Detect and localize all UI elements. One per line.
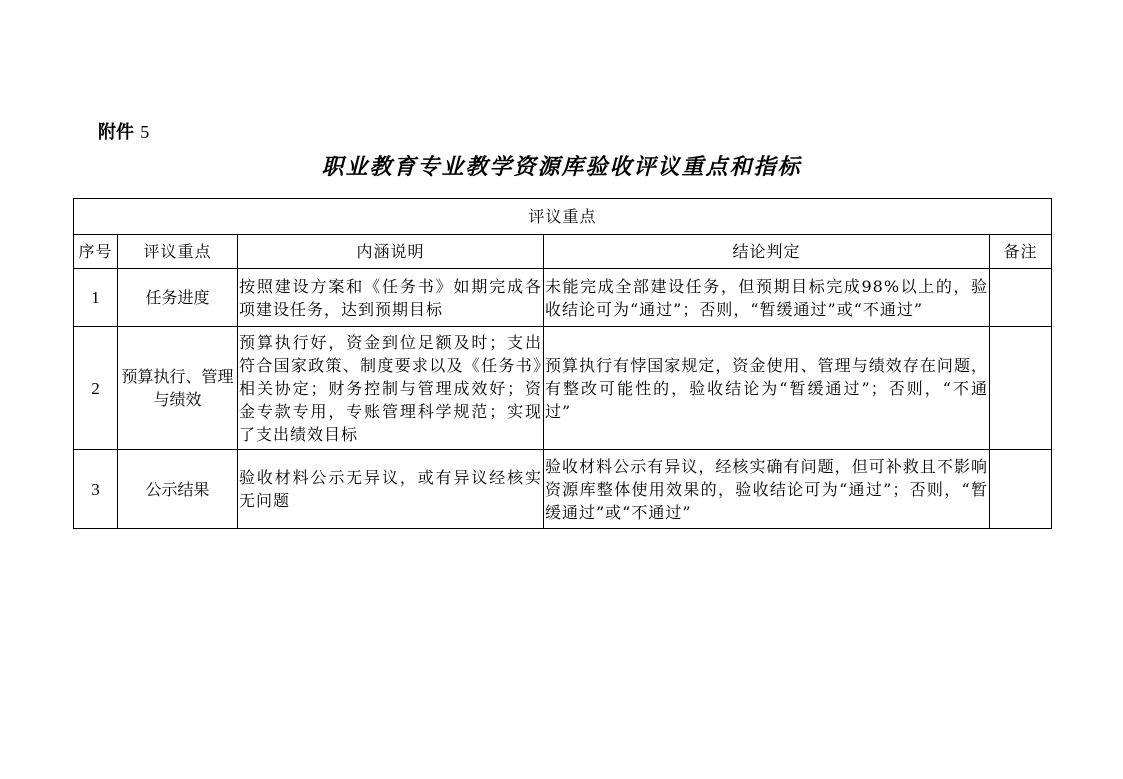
row-judgment: 验收材料公示有异议，经核实确有问题，但可补救且不影响资源库整体使用效果的，验收结论可为“通过”；否则，“暂缓通过”或“不通过” <box>544 450 990 529</box>
row-focus: 公示结果 <box>118 450 238 529</box>
table-span-header-row <box>74 199 1052 235</box>
span-header: 评议重点 <box>74 199 1052 235</box>
col-header-no: 序号 <box>74 235 118 269</box>
row-no: 3 <box>74 450 118 529</box>
table-row <box>74 269 1052 327</box>
row-focus: 预算执行、管理与绩效 <box>118 327 238 450</box>
row-judgment: 预算执行有悖国家规定，资金使用、管理与绩效存在问题，有整改可能性的，验收结论为“暂缓通过”；否则，“不通过” <box>544 327 990 450</box>
evaluation-table <box>73 198 1052 529</box>
col-header-description: 内涵说明 <box>238 235 544 269</box>
row-remark <box>990 450 1052 529</box>
row-description: 按照建设方案和《任务书》如期完成各项建设任务，达到预期目标 <box>238 269 544 327</box>
row-description: 验收材料公示无异议，或有异议经核实无问题 <box>238 450 544 529</box>
row-judgment: 未能完成全部建设任务，但预期目标完成98%以上的，验收结论可为“通过”；否则，“暂缓通过”或“不通过” <box>544 269 990 327</box>
col-header-remark: 备注 <box>990 235 1052 269</box>
table-row <box>74 327 1052 450</box>
row-description: 预算执行好，资金到位足额及时；支出符合国家政策、制度要求以及《任务书》相关协定；财务控制与管理成效好；资金专款专用，专账管理科学规范；实现了支出绩效目标 <box>238 327 544 450</box>
row-remark <box>990 269 1052 327</box>
document-title: 职业教育专业教学资源库验收评议重点和指标 <box>321 154 802 180</box>
attachment-number: 5 <box>140 122 150 142</box>
col-header-focus: 评议重点 <box>118 235 238 269</box>
table-row <box>74 450 1052 529</box>
attachment-label <box>98 118 149 144</box>
col-header-judgment: 结论判定 <box>544 235 990 269</box>
attachment-text: 附件 <box>98 122 134 143</box>
column-header-row <box>74 235 1052 269</box>
row-focus: 任务进度 <box>118 269 238 327</box>
row-no: 2 <box>74 327 118 450</box>
row-remark <box>990 327 1052 450</box>
row-no: 1 <box>74 269 118 327</box>
